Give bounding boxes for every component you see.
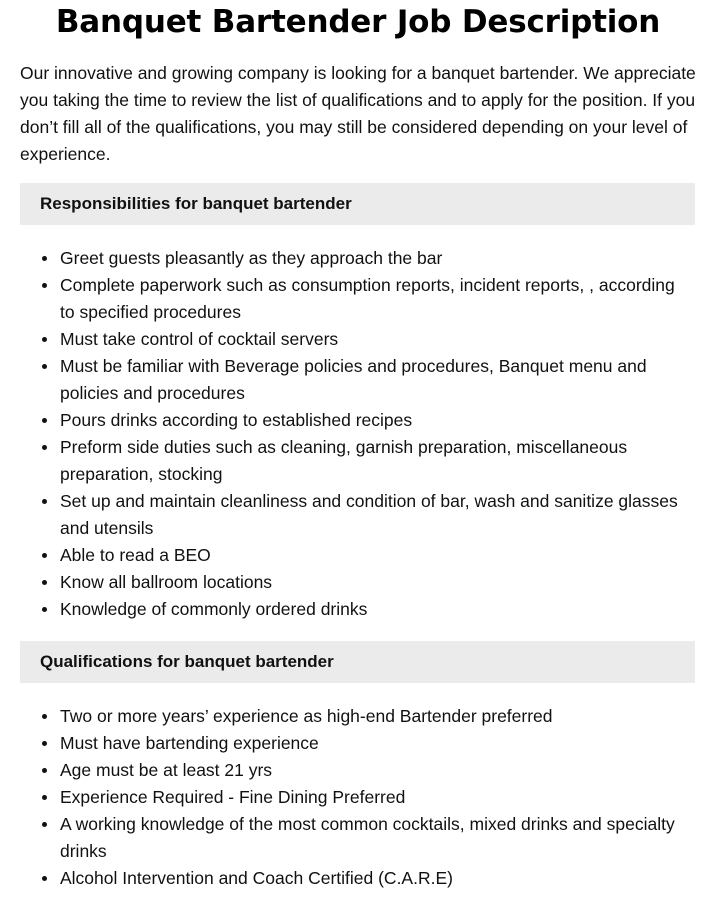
list-item: Two or more years’ experience as high-end Bartender preferred — [60, 703, 690, 730]
responsibilities-list — [20, 245, 690, 623]
list-item: Set up and maintain cleanliness and condition of bar, wash and sanitize glasses and utensils — [60, 488, 690, 542]
list-item: Must take control of cocktail servers — [60, 326, 690, 353]
intro-paragraph: Our innovative and growing company is looking for a banquet bartender. We appreciate you taking the time to review the list of qualifications and to apply for the position. If you don’t fill all of the qualifications, you may still be considered depending on your level of experience. — [20, 63, 696, 164]
list-item: Pours drinks according to established recipes — [60, 407, 690, 434]
qualifications-heading: Qualifications for banquet bartender — [20, 641, 695, 683]
list-item: Preform side duties such as cleaning, garnish preparation, miscellaneous preparation, stocking — [60, 434, 690, 488]
list-item: Must be familiar with Beverage policies and procedures, Banquet menu and policies and procedures — [60, 353, 690, 407]
list-item: Greet guests pleasantly as they approach the bar — [60, 245, 690, 272]
list-item: Able to read a BEO — [60, 542, 690, 569]
list-item: A working knowledge of the most common cocktails, mixed drinks and specialty drinks — [60, 811, 690, 865]
responsibilities-heading: Responsibilities for banquet bartender — [20, 183, 695, 225]
list-item: Alcohol Intervention and Coach Certified (C.A.R.E) — [60, 865, 690, 892]
qualifications-list — [20, 703, 690, 892]
page-title: Banquet Bartender Job Description — [55, 4, 661, 40]
list-item: Complete paperwork such as consumption reports, incident reports, , according to specified procedures — [60, 272, 690, 326]
list-item: Know all ballroom locations — [60, 569, 690, 596]
list-item: Knowledge of commonly ordered drinks — [60, 596, 690, 623]
list-item: Age must be at least 21 yrs — [60, 757, 690, 784]
list-item: Experience Required - Fine Dining Preferred — [60, 784, 690, 811]
list-item: Must have bartending experience — [60, 730, 690, 757]
